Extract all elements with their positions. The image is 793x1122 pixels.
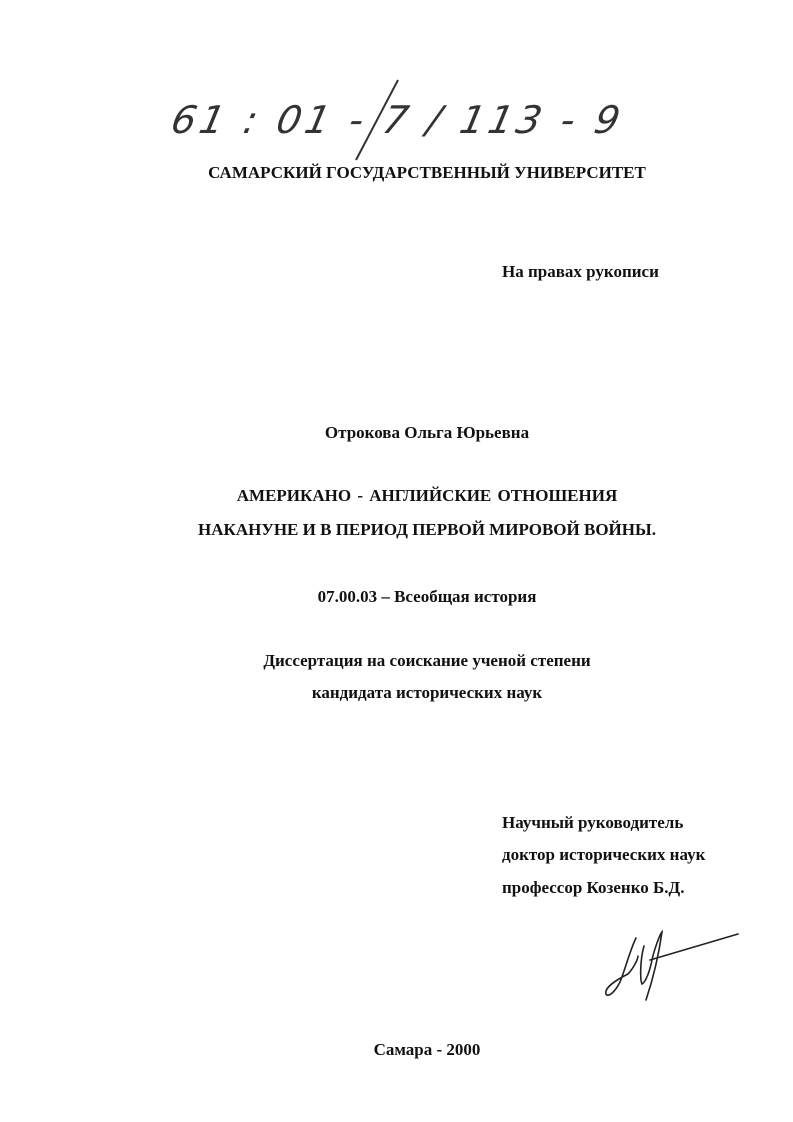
degree-line-1: Диссертация на соискание ученой степени <box>263 651 591 670</box>
supervisor-line-3: профессор Козенко Б.Д. <box>502 878 685 897</box>
supervisor-line-2: доктор исторических наук <box>502 845 706 864</box>
author-name: Отрокова Ольга Юрьевна <box>324 423 530 442</box>
signature <box>580 910 760 1010</box>
specialty: 07.00.03 – Всеобщая история <box>317 587 537 606</box>
title-line-2: НАКАНУНЕ И В ПЕРИОД ПЕРВОЙ МИРОВОЙ ВОЙНЫ. <box>198 520 656 539</box>
handwritten-archive-number: 61 : 01 - 7 / 113 - 9 <box>167 98 628 142</box>
place-year: Самара - 2000 <box>373 1040 481 1059</box>
title-line-1: АМЕРИКАНО - АНГЛИЙСКИЕ ОТНОШЕНИЯ <box>236 486 618 505</box>
university-name: САМАРСКИЙ ГОСУДАРСТВЕННЫЙ УНИВЕРСИТЕТ <box>208 163 646 182</box>
supervisor-line-1: Научный руководитель <box>502 813 684 832</box>
manuscript-rights: На правах рукописи <box>502 262 659 281</box>
degree-line-2: кандидата исторических наук <box>311 683 543 702</box>
